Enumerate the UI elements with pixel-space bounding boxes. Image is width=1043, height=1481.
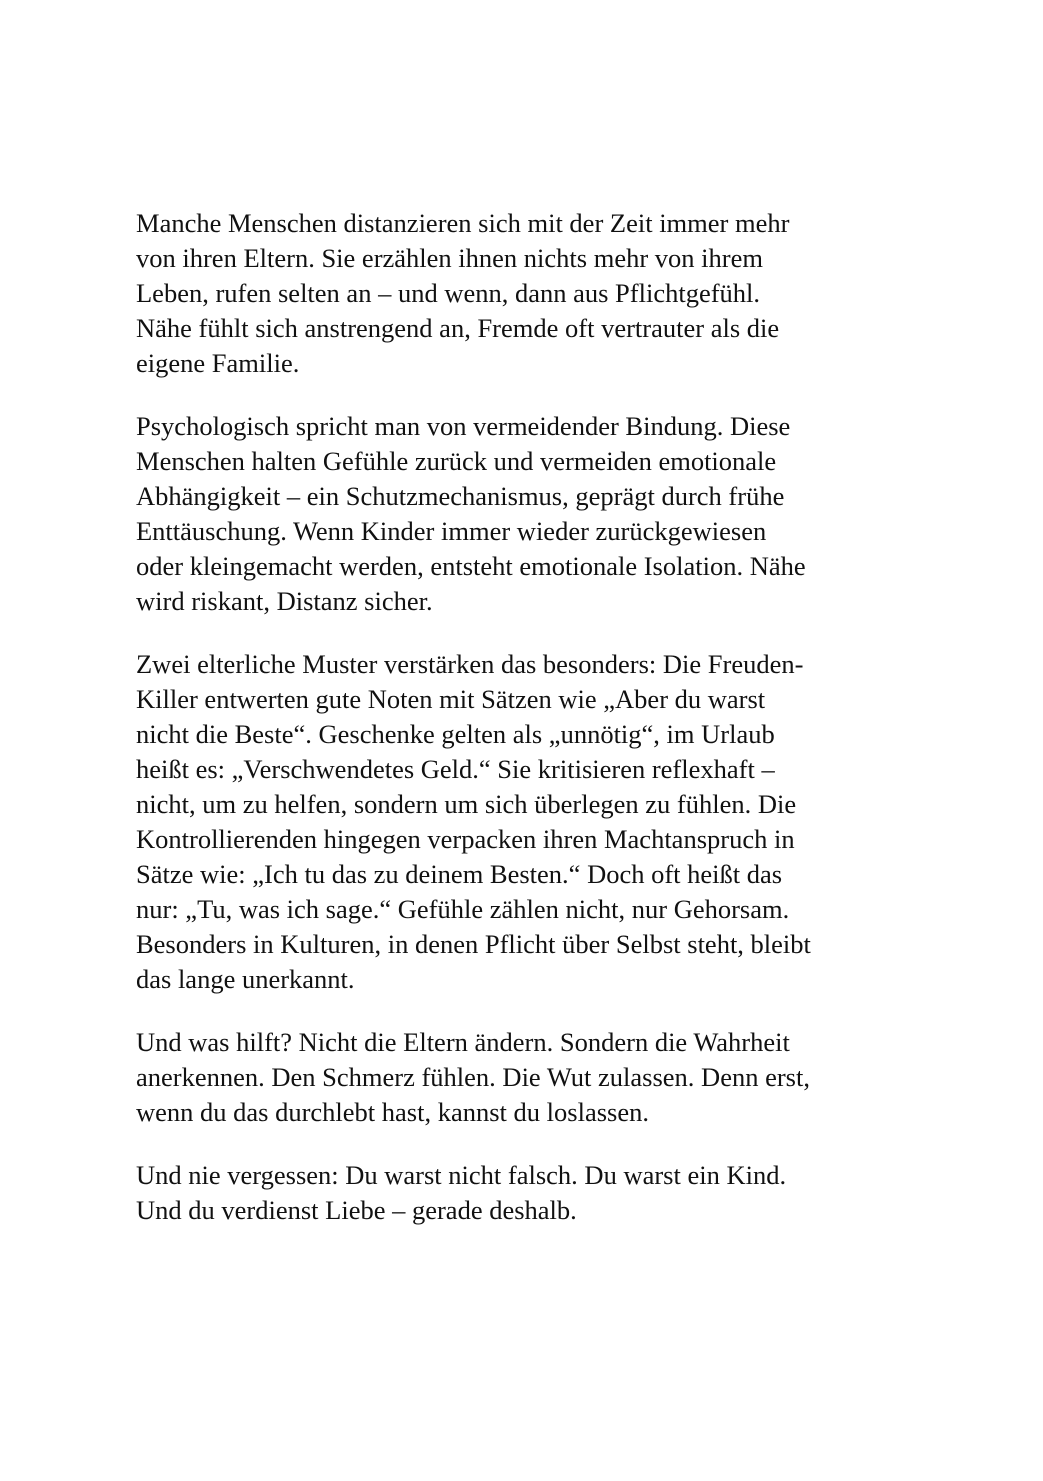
paragraph-line: nicht, um zu helfen, sondern um sich überlegen zu fühlen. Die xyxy=(136,789,797,819)
paragraph-line: wenn du das durchlebt hast, kannst du loslassen. xyxy=(136,1097,649,1127)
paragraph-line: anerkennen. Den Schmerz fühlen. Die Wut zulassen. Denn erst, xyxy=(136,1062,810,1092)
paragraph-line: Psychologisch spricht man von vermeidender Bindung. Diese xyxy=(136,411,791,441)
paragraph-line: nicht die Beste“. Geschenke gelten als „unnötig“, im Urlaub xyxy=(136,719,775,749)
paragraph-line: Besonders in Kulturen, in denen Pflicht über Selbst steht, bleibt xyxy=(136,929,811,959)
paragraph-line: Abhängigkeit – ein Schutzmechanismus, geprägt durch frühe xyxy=(136,481,785,511)
paragraph-line: Manche Menschen distanzieren sich mit der Zeit immer mehr xyxy=(136,208,790,238)
paragraph-line: nur: „Tu, was ich sage.“ Gefühle zählen nicht, nur Gehorsam. xyxy=(136,894,790,924)
paragraph-4 xyxy=(136,1025,911,1130)
paragraph-line: Und nie vergessen: Du warst nicht falsch. Du warst ein Kind. xyxy=(136,1160,787,1190)
paragraph-line: Menschen halten Gefühle zurück und vermeiden emotionale xyxy=(136,446,777,476)
paragraph-line: von ihren Eltern. Sie erzählen ihnen nichts mehr von ihrem xyxy=(136,243,763,273)
document-page xyxy=(136,206,911,1256)
paragraph-line: Killer entwerten gute Noten mit Sätzen wie „Aber du warst xyxy=(136,684,766,714)
paragraph-line: das lange unerkannt. xyxy=(136,964,355,994)
paragraph-line: Sätze wie: „Ich tu das zu deinem Besten.“ Doch oft heißt das xyxy=(136,859,783,889)
paragraph-line: Und was hilft? Nicht die Eltern ändern. Sondern die Wahrheit xyxy=(136,1027,790,1057)
paragraph-line: heißt es: „Verschwendetes Geld.“ Sie kritisieren reflexhaft – xyxy=(136,754,775,784)
paragraph-line: Kontrollierenden hingegen verpacken ihren Machtanspruch in xyxy=(136,824,795,854)
paragraph-3 xyxy=(136,647,911,997)
paragraph-line: Zwei elterliche Muster verstärken das besonders: Die Freuden- xyxy=(136,649,804,679)
paragraph-line: Nähe fühlt sich anstrengend an, Fremde oft vertrauter als die xyxy=(136,313,780,343)
paragraph-line: wird riskant, Distanz sicher. xyxy=(136,586,433,616)
paragraph-line: eigene Familie. xyxy=(136,348,300,378)
paragraph-1 xyxy=(136,206,911,381)
paragraph-line: Enttäuschung. Wenn Kinder immer wieder zurückgewiesen xyxy=(136,516,767,546)
paragraph-5 xyxy=(136,1158,911,1228)
paragraph-line: oder kleingemacht werden, entsteht emotionale Isolation. Nähe xyxy=(136,551,806,581)
paragraph-line: Leben, rufen selten an – und wenn, dann aus Pflichtgefühl. xyxy=(136,278,761,308)
paragraph-line: Und du verdienst Liebe – gerade deshalb. xyxy=(136,1195,577,1225)
paragraph-2 xyxy=(136,409,911,619)
